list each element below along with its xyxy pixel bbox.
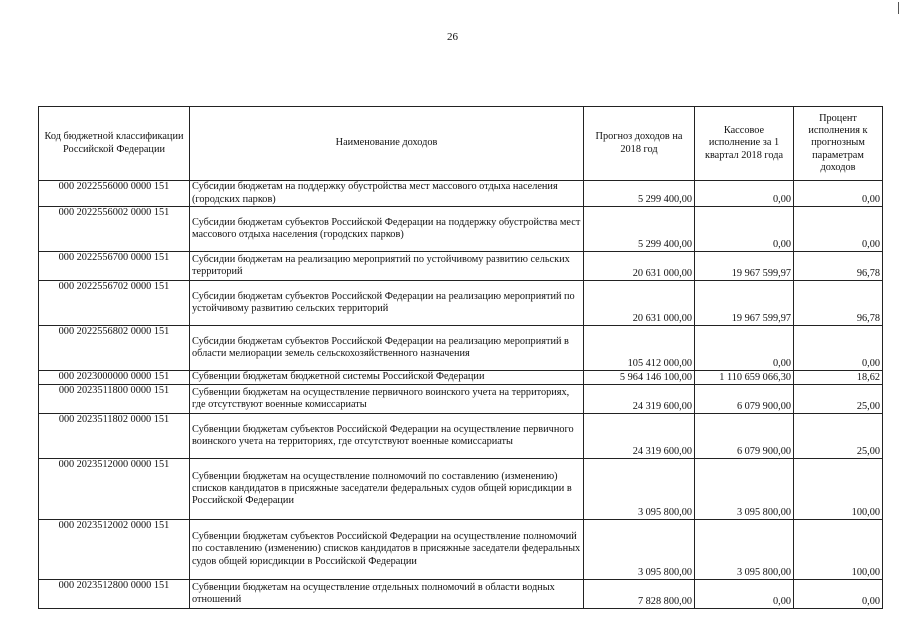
row-percent: 96,78 — [794, 252, 883, 281]
row-forecast: 5 964 146 100,00 — [584, 371, 695, 385]
row-percent: 0,00 — [794, 181, 883, 207]
row-execution: 3 095 800,00 — [695, 520, 794, 580]
header-percent: Процент исполнения к прогнозным параметрам доходов — [794, 107, 883, 181]
row-name: Субсидии бюджетам на поддержку обустройства мест массового отдыха населения (городских парков) — [190, 181, 584, 207]
row-forecast: 7 828 800,00 — [584, 580, 695, 609]
row-forecast: 24 319 600,00 — [584, 385, 695, 414]
row-percent: 96,78 — [794, 281, 883, 326]
row-code: 000 2023512000 0000 151 — [39, 459, 190, 520]
table-row — [39, 207, 883, 252]
table-row — [39, 520, 883, 580]
row-forecast: 5 299 400,00 — [584, 207, 695, 252]
table-row — [39, 371, 883, 385]
row-name: Субвенции бюджетам субъектов Российской Федерации на осуществление полномочий по составлению (изменению) списков кандидатов в присяжные заседатели федеральных судов общей юрисдикции в Российской Федерации — [190, 520, 584, 580]
row-execution: 19 967 599,97 — [695, 281, 794, 326]
table-row — [39, 414, 883, 459]
row-name: Субвенции бюджетам субъектов Российской Федерации на осуществление первичного воинского учета на территориях, где отсутствуют военные комиссариаты — [190, 414, 584, 459]
row-code: 000 2022556002 0000 151 — [39, 207, 190, 252]
row-code: 000 2023512800 0000 151 — [39, 580, 190, 609]
row-percent: 25,00 — [794, 385, 883, 414]
row-execution: 0,00 — [695, 326, 794, 371]
table-row — [39, 181, 883, 207]
row-percent: 0,00 — [794, 580, 883, 609]
header-forecast: Прогноз доходов на 2018 год — [584, 107, 695, 181]
row-execution: 6 079 900,00 — [695, 385, 794, 414]
page-number: 26 — [447, 31, 458, 43]
row-code: 000 2022556702 0000 151 — [39, 281, 190, 326]
row-execution: 0,00 — [695, 207, 794, 252]
row-name: Субвенции бюджетам на осуществление полномочий по составлению (изменению) списков кандидатов в присяжные заседатели федеральных судов общей юрисдикции в Российской Федерации — [190, 459, 584, 520]
table-row — [39, 252, 883, 281]
row-code: 000 2022556000 0000 151 — [39, 181, 190, 207]
row-forecast: 20 631 000,00 — [584, 281, 695, 326]
row-name: Субсидии бюджетам субъектов Российской Федерации на реализацию мероприятий по устойчивому развитию сельских территорий — [190, 281, 584, 326]
row-execution: 6 079 900,00 — [695, 414, 794, 459]
row-execution: 3 095 800,00 — [695, 459, 794, 520]
table-row — [39, 281, 883, 326]
row-percent: 100,00 — [794, 520, 883, 580]
row-code: 000 2022556802 0000 151 — [39, 326, 190, 371]
row-execution: 0,00 — [695, 580, 794, 609]
page-edge-mark — [898, 2, 899, 14]
row-percent: 0,00 — [794, 207, 883, 252]
row-name: Субсидии бюджетам субъектов Российской Федерации на поддержку обустройства мест массового отдыха населения (городских парков) — [190, 207, 584, 252]
row-percent: 100,00 — [794, 459, 883, 520]
budget-income-table — [38, 106, 883, 609]
row-execution: 0,00 — [695, 181, 794, 207]
row-forecast: 20 631 000,00 — [584, 252, 695, 281]
row-name: Субвенции бюджетам на осуществление отдельных полномочий в области водных отношений — [190, 580, 584, 609]
row-code: 000 2023512002 0000 151 — [39, 520, 190, 580]
table-row — [39, 580, 883, 609]
row-percent: 25,00 — [794, 414, 883, 459]
row-forecast: 105 412 000,00 — [584, 326, 695, 371]
row-percent: 18,62 — [794, 371, 883, 385]
row-forecast: 3 095 800,00 — [584, 520, 695, 580]
row-execution: 1 110 659 066,30 — [695, 371, 794, 385]
row-percent: 0,00 — [794, 326, 883, 371]
header-execution: Кассовое исполнение за 1 квартал 2018 года — [695, 107, 794, 181]
row-code: 000 2022556700 0000 151 — [39, 252, 190, 281]
row-code: 000 2023511800 0000 151 — [39, 385, 190, 414]
row-code: 000 2023511802 0000 151 — [39, 414, 190, 459]
table-row — [39, 326, 883, 371]
table-row — [39, 385, 883, 414]
header-name: Наименование доходов — [190, 107, 584, 181]
row-forecast: 3 095 800,00 — [584, 459, 695, 520]
table-row — [39, 459, 883, 520]
row-forecast: 24 319 600,00 — [584, 414, 695, 459]
row-name: Субвенции бюджетам на осуществление первичного воинского учета на территориях, где отсутствуют военные комиссариаты — [190, 385, 584, 414]
header-code: Код бюджетной классификации Российской Федерации — [39, 107, 190, 181]
row-code: 000 2023000000 0000 151 — [39, 371, 190, 385]
row-execution: 19 967 599,97 — [695, 252, 794, 281]
row-name: Субвенции бюджетам бюджетной системы Российской Федерации — [190, 371, 584, 385]
row-forecast: 5 299 400,00 — [584, 181, 695, 207]
row-name: Субсидии бюджетам субъектов Российской Федерации на реализацию мероприятий в области мелиорации земель сельскохозяйственного назначения — [190, 326, 584, 371]
table-header-row — [39, 107, 883, 181]
row-name: Субсидии бюджетам на реализацию мероприятий по устойчивому развитию сельских территорий — [190, 252, 584, 281]
